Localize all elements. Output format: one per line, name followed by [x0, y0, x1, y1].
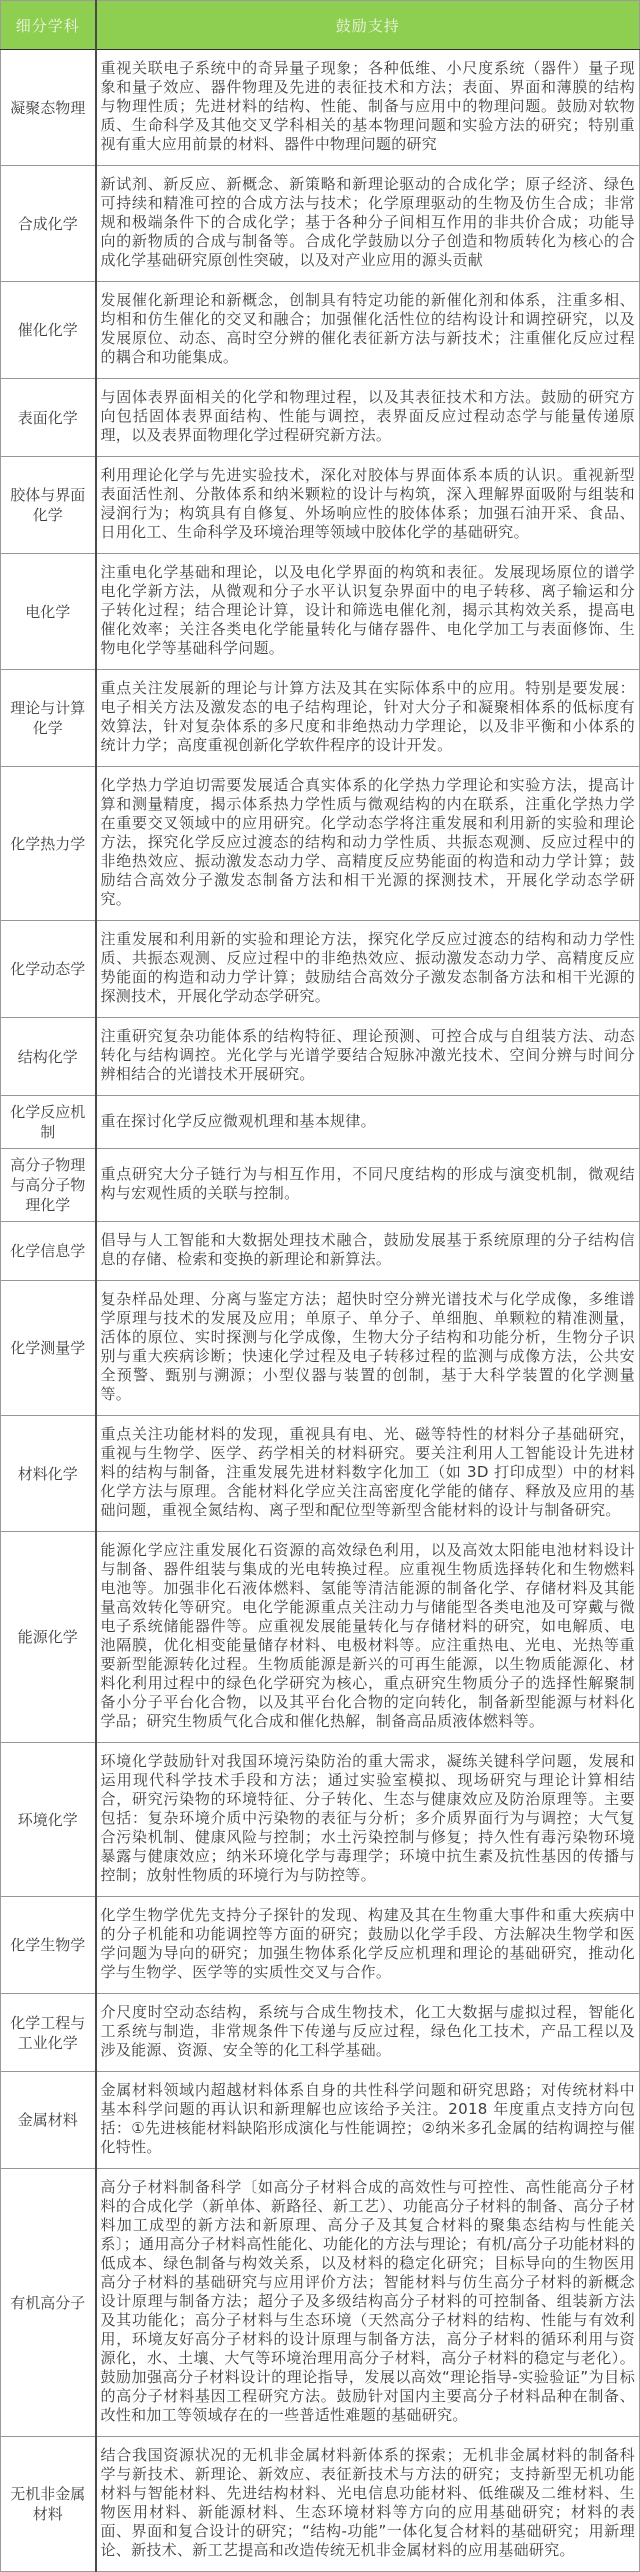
column-header-discipline: 细分学科	[1, 1, 96, 50]
table-row	[1, 282, 640, 379]
table-row	[1, 1281, 640, 1416]
table-body	[1, 50, 640, 2572]
discipline-cell: 结构化学	[1, 1018, 96, 1096]
support-cell: 重点关注功能材料的发现，重视具有电、光、磁等特性的材料分子基础研究，重视与生物学、医学、药学相关的材料研究。要关注利用人工智能设计先进材料的结构与制备，注重发展先进材料数字化加工（如 3D 打印成型）中的材料化学方法与原理。含能材料化学应关注高密度化学能的储存、释放及应用的基础问题，重视全氮结构、离子型和配位型等新型含能材料的设计与制备研究。	[96, 1416, 640, 1532]
discipline-cell: 化学动态学	[1, 921, 96, 1018]
support-cell: 注重发展和利用新的实验和理论方法，探究化学反应过渡态的结构和动力学性质、共振态观测、反应过程中的非绝热效应、振动激发态动力学、高精度反应势能面的构造和动力学计算；鼓励结合高效分子激发态制备方法和相干光源的探测技术，开展化学动态学研究。	[96, 921, 640, 1018]
support-cell: 复杂样品处理、分离与鉴定方法；超快时空分辨光谱技术与化学成像，多维谱学原理与技术的发展及应用；单原子、单分子、单细胞、单颗粒的精准测量，活体的原位、实时探测与化学成像，生物大分子结构和功能分析，生物分子识别与重大疾病诊断；快速化学过程及电子转移过程的监测与成像方法，公共安全预警、甄别与溯源；小型仪器与装置的创制，基于大科学装置的化学测量等。	[96, 1281, 640, 1416]
column-header-support: 鼓励支持	[96, 1, 640, 50]
support-cell: 发展催化新理论和新概念，创制具有特定功能的新催化剂和体系，注重多相、均相和仿生催化的交叉和融合；加强催化活性位的结构设计和调控研究，以及发展原位、动态、高时空分辨的催化表征新方法与新技术；注重催化反应过程的耦合和功能集成。	[96, 282, 640, 379]
table-row	[1, 921, 640, 1018]
table-row	[1, 1018, 640, 1096]
discipline-cell: 表面化学	[1, 379, 96, 457]
table-row	[1, 379, 640, 457]
table-row	[1, 554, 640, 670]
support-cell: 化学生物学优先支持分子探针的发现、构建及其在生物重大事件和重大疾病中的分子机能和功能调控等方面的研究；鼓励以化学手段、方法解决生物学和医学问题为导向的研究；加强生物体系化学反应机理和理论的基础研究，推动化学与生物学、医学等的实质性交叉与合作。	[96, 1897, 640, 1994]
support-cell: 重在探讨化学反应微观机理和基本规律。	[96, 1096, 640, 1149]
table-row	[1, 767, 640, 921]
discipline-cell: 电化学	[1, 554, 96, 670]
support-cell: 新试剂、新反应、新概念、新策略和新理论驱动的合成化学；原子经济、绿色可持续和精准可控的合成方法与技术；化学原理驱动的生物及仿生合成；非常规和极端条件下的合成化学；基于各种分子间相互作用的非共价合成；功能导向的新物质的合成与制备等。合成化学鼓励以分子创造和物质转化为核心的合成化学基础研究原创性突破，以及对产业应用的源头贡献	[96, 166, 640, 282]
discipline-cell: 金属材料	[1, 2072, 96, 2169]
support-cell: 重点研究大分子链行为与相互作用，不同尺度结构的形成与演变机制，微观结构与宏观性质的关联与控制。	[96, 1149, 640, 1222]
support-cell: 化学热力学迫切需要发展适合真实体系的化学热力学理论和实验方法，提高计算和测量精度，揭示体系热力学性质与微观结构的内在联系，注重化学热力学在重要交叉领域中的应用研究。化学动态学将注重发展和利用新的实验和理论方法，探究化学反应过渡态的结构和动力学性质、共振态观测、反应过程中的非绝热效应、振动激发态动力学、高精度反应势能面的构造和动力学计算；鼓励结合高效分子激发态制备方法和相干光源的探测技术，开展化学动态学研究。	[96, 767, 640, 921]
discipline-cell: 有机高分子	[1, 2169, 96, 2437]
table-row	[1, 1897, 640, 1994]
discipline-cell: 合成化学	[1, 166, 96, 282]
support-cell: 环境化学鼓励针对我国环境污染防治的重大需求，凝练关键科学问题，发展和运用现代科学技术手段和方法；通过实验室模拟、现场研究与理论计算相结合，研究污染物的环境特征、分子转化、生态与健康效应及防治原理等。主要包括：复杂环境介质中污染物的表征与分析；多介质界面行为与调控；大气复合污染机制、健康风险与控制；水土污染控制与修复；持久性有毒污染物环境暴露与健康效应；纳米环境化学与毒理学；环境中抗生素及抗性基因的传播与控制；放射性物质的环境行为与防控等。	[96, 1743, 640, 1897]
table-row	[1, 1532, 640, 1743]
table-row	[1, 1149, 640, 1222]
support-cell: 重点关注发展新的理论与计算方法及其在实际体系中的应用。特别是要发展：电子相关方法及激发态的电子结构理论，针对大分子和凝聚相体系的低标度有效算法，针对复杂体系的多尺度和非绝热动力学理论，以及非平衡和小体系的统计力学；高度重视创新化学软件程序的设计开发。	[96, 670, 640, 767]
support-cell: 结合我国资源状况的无机非金属材料新体系的探索；无机非金属材料的制备科学与新技术、新理论、新效应、表征新技术与方法的研究；支持新型无机功能材料与智能材料、先进结构材料、光电信息功能材料、低维碳及二维材料、生物医用材料、新能源材料、生态环境材料等方向的应用基础研究；材料的表面、界面和复合设计的研究；“结构-功能”一体化复合材料的基础研究；用新理论、新技术、新工艺提高和改造传统无机非金属材料的应用基础研究。	[96, 2437, 640, 2572]
table-row	[1, 1222, 640, 1281]
table-row	[1, 166, 640, 282]
support-cell: 利用理论化学与先进实验技术，深化对胶体与界面体系本质的认识。重视新型表面活性剂、分散体系和纳米颗粒的设计与构筑，深入理解界面吸附与组装和浸润行为；构筑具有自修复、外场响应性的胶体体系；加强石油开采、食品、日用化工、生命科学及环境治理等领域中胶体化学的基础研究。	[96, 457, 640, 554]
support-cell: 介尺度时空动态结构，系统与合成生物技术，化工大数据与虚拟过程，智能化工系统与制造，非常规条件下传递与反应过程，绿色化工技术，产品工程以及涉及能源、资源、安全等的化工科学基础。	[96, 1994, 640, 2072]
table-row	[1, 1096, 640, 1149]
table-header	[1, 1, 640, 50]
support-cell: 能源化学应注重发展化石资源的高效绿色利用，以及高效太阳能电池材料设计与制备、器件组装与集成的光电转换过程。应重视生物质选择转化和生物燃料电池等。加强非化石液体燃料、氢能等清洁能源的制备化学、存储材料及其能量高效转化等研究。电化学能源重点关注动力与储能型各类电池及可穿戴与微电子系统储能器件等。应重视发展能量转化与存储材料的研究，如电解质、电池隔膜，优化相变能量储存材料、电极材料等。应注重热电、光电、光热等重要新型能源转化过程。生物质能源是新兴的可再生能源，以生物质能源化、材料化利用过程中的绿色化学研究为核心，重点研究生物质分子的选择性解聚制备小分子平台化合物，以及其平台化合物的定向转化，制备新型能源与材料化学品；研究生物质气化合成和催化热解，制备高品质液体燃料等。	[96, 1532, 640, 1743]
discipline-cell: 能源化学	[1, 1532, 96, 1743]
support-cell: 注重研究复杂功能体系的结构特征、理论预测、可控合成与自组装方法、动态转化与结构调控。光化学与光谱学要结合短脉冲激光技术、空间分辨与时间分辨相结合的光谱技术开展研究。	[96, 1018, 640, 1096]
discipline-cell: 凝聚态物理	[1, 50, 96, 166]
support-cell: 注重电化学基础和理论，以及电化学界面的构筑和表征。发展现场原位的谱学电化学新方法，从微观和分子水平认识复杂界面中的电子转移、离子输运和分子转化过程；结合理论计算，设计和筛选电催化剂，揭示其构效关系，提高电催化效率；关注各类电化学能量转化与储存器件、电化学加工与表面修饰、生物电化学等基础科学问题。	[96, 554, 640, 670]
discipline-cell: 化学测量学	[1, 1281, 96, 1416]
discipline-cell: 环境化学	[1, 1743, 96, 1897]
table-row	[1, 2437, 640, 2572]
discipline-cell: 化学生物学	[1, 1897, 96, 1994]
table-row	[1, 670, 640, 767]
discipline-cell: 材料化学	[1, 1416, 96, 1532]
table-row	[1, 50, 640, 166]
table-row	[1, 2169, 640, 2437]
table-row	[1, 1994, 640, 2072]
discipline-cell: 高分子物理与高分子物理化学	[1, 1149, 96, 1222]
support-cell: 倡导与人工智能和大数据处理技术融合，鼓励发展基于系统原理的分子结构信息的存储、检索和变换的新理论和新算法。	[96, 1222, 640, 1281]
discipline-cell: 胶体与界面化学	[1, 457, 96, 554]
table-row	[1, 457, 640, 554]
support-cell: 金属材料领域内超越材料体系自身的共性科学问题和研究思路；对传统材料中基本科学问题的再认识和新理解也应该给予关注。2018 年度重点支持方向包括：①先进核能材料缺陷形成演化与性能调控；②纳米多孔金属的结构调控与催化特性。	[96, 2072, 640, 2169]
support-cell: 与固体表界面相关的化学和物理过程，以及其表征技术和方法。鼓励的研究方向包括固体表界面结构、性能与调控，表界面反应过程动态学与能量传递原理，以及表界面物理化学过程研究新方法。	[96, 379, 640, 457]
table-row	[1, 1416, 640, 1532]
header-row	[1, 1, 640, 50]
support-cell: 重视关联电子系统中的奇异量子现象；各种低维、小尺度系统（器件）量子现象和量子效应、器件物理及先进的表征技术和方法；表面、界面和薄膜的结构与物理性质；先进材料的结构、性能、制备与应用中的物理问题。鼓励对软物质、生命科学及其他交叉学科相关的基本物理问题和实验方法的研究；特别重视有重大应用前景的材料、器件中物理问题的研究	[96, 50, 640, 166]
discipline-cell: 化学信息学	[1, 1222, 96, 1281]
support-cell: 高分子材料制备科学〔如高分子材料合成的高效性与可控性、高性能高分子材料的合成化学（新单体、新路径、新工艺）、功能高分子材料的制备、高分子材料加工成型的新方法和新原理、高分子及其复合材料的聚集态结构与性能关系〕；通用高分子材料高性能化、功能化的方法与理论；有机/高分子功能材料的低成本、绿色制备与构效关系，以及材料的稳定化研究；目标导向的生物医用高分子材料的基础研究与应用评价方法；智能材料与仿生高分子材料的新概念设计原理与制备方法；超分子及多级结构高分子材料的可控制备、组装新方法及其功能化；高分子材料与生态环境（天然高分子材料的结构、性能与有效利用，环境友好高分子材料的设计原理与制备方法，高分子材料的循环利用与资源化，水、土壤、大气等环境治理用高分子材料，高分子材料的稳定与老化）。鼓励加强高分子材料设计的理论指导，发展以高效“理论指导-实验验证”为目标的高分子材料基因工程研究方法。鼓励针对国内主要高分子材料品种在制备、改性和加工等领域存在的一些普适性难题的基础研究。	[96, 2169, 640, 2437]
table-row	[1, 2072, 640, 2169]
discipline-cell: 理论与计算化学	[1, 670, 96, 767]
table-row	[1, 1743, 640, 1897]
discipline-cell: 化学工程与工业化学	[1, 1994, 96, 2072]
discipline-cell: 无机非金属材料	[1, 2437, 96, 2572]
discipline-cell: 化学反应机制	[1, 1096, 96, 1149]
discipline-cell: 催化化学	[1, 282, 96, 379]
discipline-cell: 化学热力学	[1, 767, 96, 921]
